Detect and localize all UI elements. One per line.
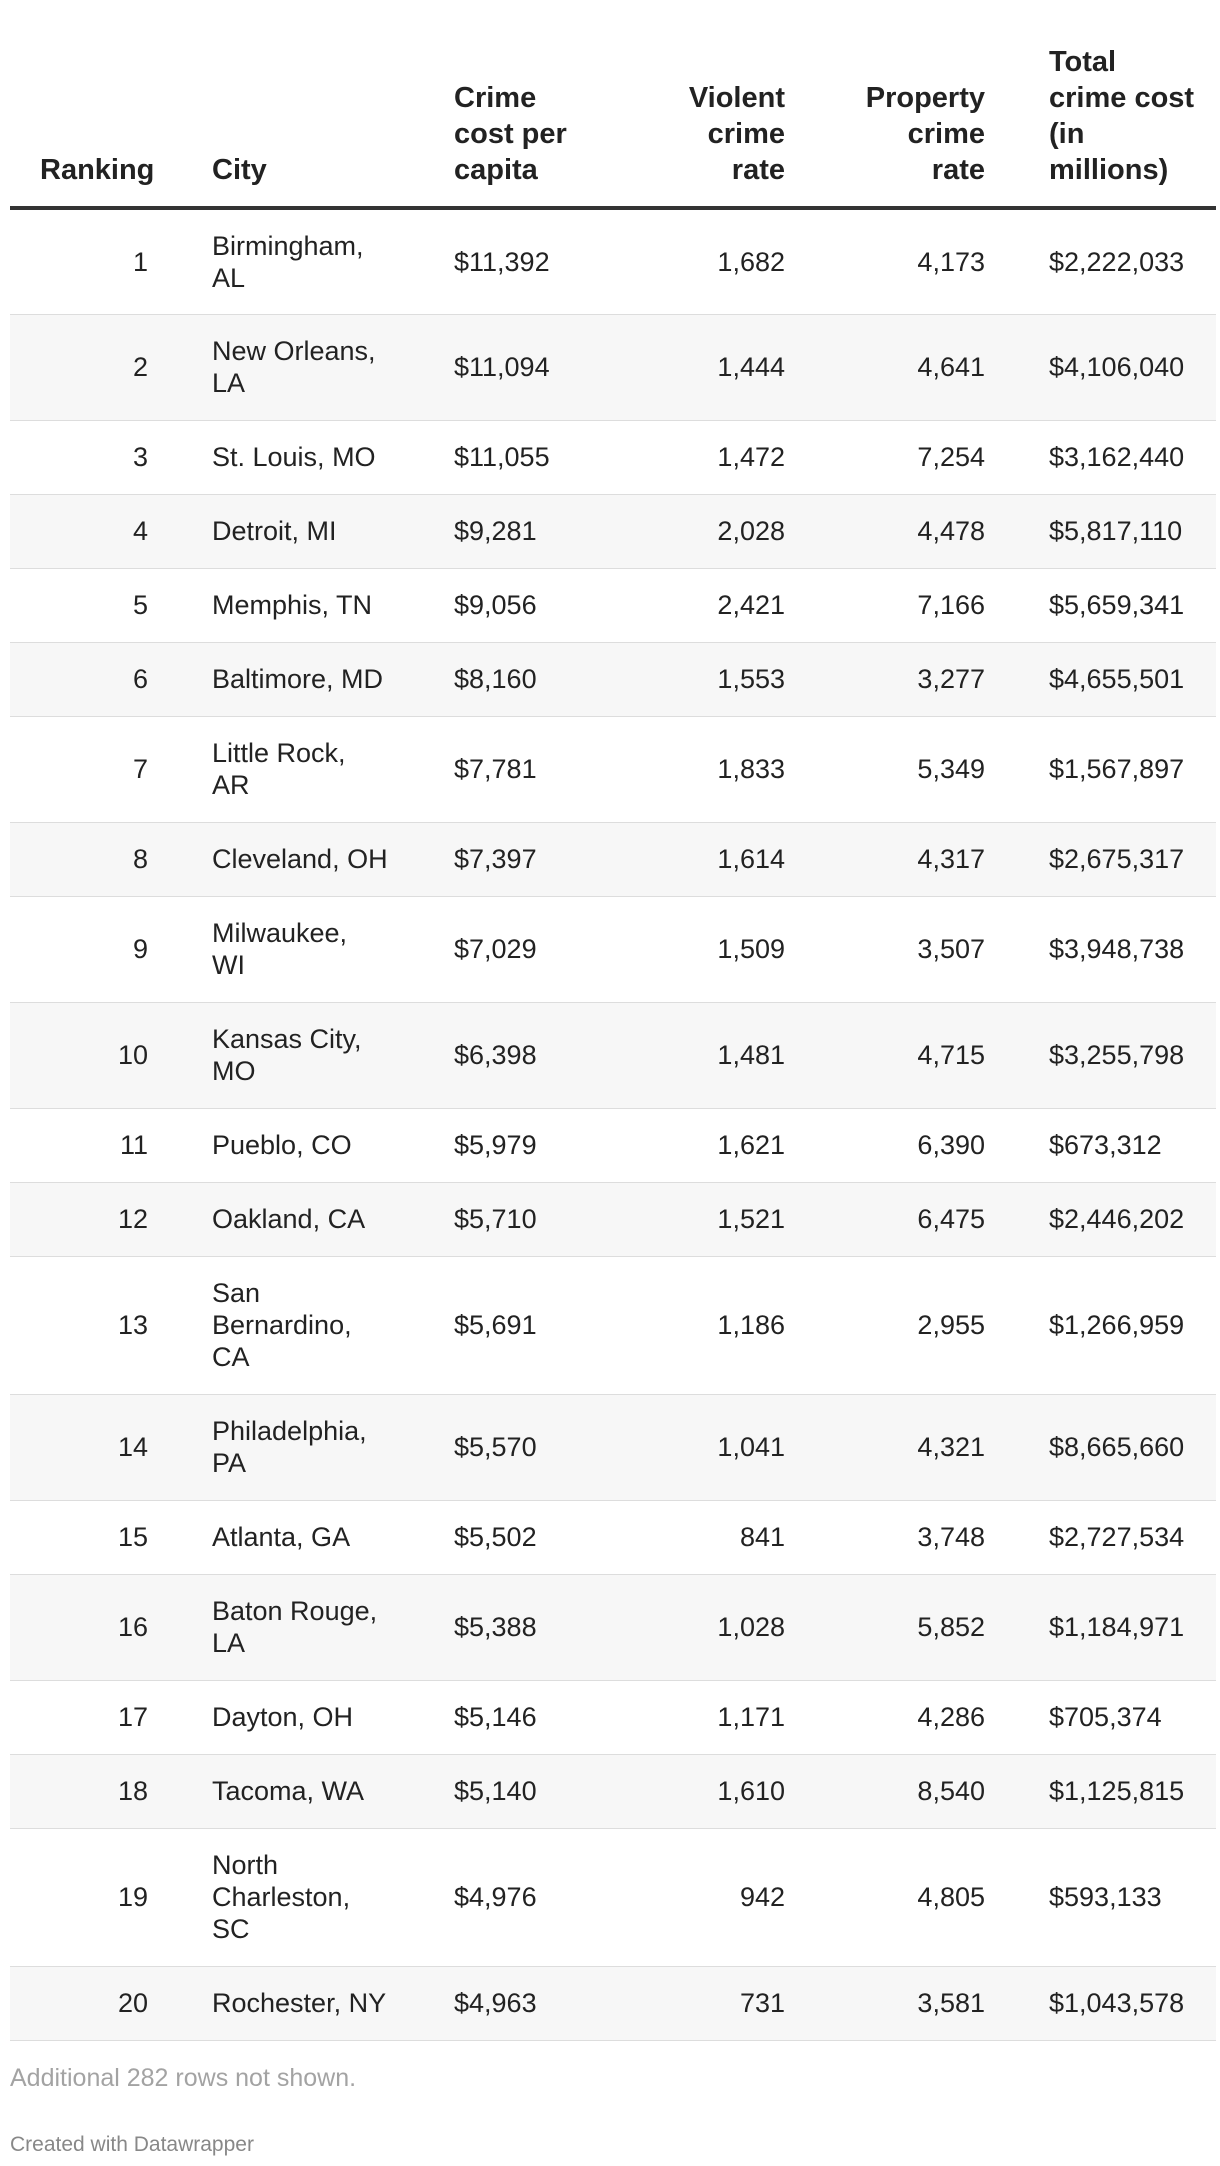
city-line: Pueblo, CO	[212, 1130, 352, 1160]
cell-rank: 10	[10, 1002, 204, 1108]
cell-total: $2,446,202	[1003, 1182, 1216, 1256]
cell-city	[204, 1680, 446, 1754]
cell-cost: $11,094	[446, 314, 638, 420]
cell-viol: 2,421	[638, 568, 803, 642]
cell-prop: 6,390	[803, 1108, 1003, 1182]
table-row	[10, 1108, 1216, 1182]
cell-total: $593,133	[1003, 1828, 1216, 1966]
cell-prop: 6,475	[803, 1182, 1003, 1256]
cell-viol: 1,610	[638, 1754, 803, 1828]
cell-rank: 4	[10, 494, 204, 568]
header-line: (in	[1049, 118, 1085, 150]
cell-city	[204, 896, 446, 1002]
cell-viol: 1,171	[638, 1680, 803, 1754]
crime-cost-table	[10, 0, 1216, 2041]
header-crime-cost-per-capita[interactable]	[446, 0, 638, 208]
city-line: Dayton, OH	[212, 1702, 354, 1732]
header-ranking[interactable]	[10, 0, 204, 208]
cell-prop: 4,641	[803, 314, 1003, 420]
cell-viol: 1,472	[638, 420, 803, 494]
cell-cost: $11,055	[446, 420, 638, 494]
cell-rank: 9	[10, 896, 204, 1002]
table-row	[10, 1182, 1216, 1256]
cell-total: $1,567,897	[1003, 716, 1216, 822]
cell-prop: 3,277	[803, 642, 1003, 716]
city-line: New Orleans,	[212, 336, 376, 366]
cell-city	[204, 314, 446, 420]
cell-rank: 7	[10, 716, 204, 822]
table-row	[10, 1500, 1216, 1574]
cell-viol: 1,682	[638, 208, 803, 314]
city-line: Philadelphia,	[212, 1416, 367, 1446]
cell-city	[204, 1394, 446, 1500]
cell-rank: 16	[10, 1574, 204, 1680]
cell-rank: 12	[10, 1182, 204, 1256]
city-line: Cleveland, OH	[212, 844, 388, 874]
city-line: Milwaukee,	[212, 918, 348, 948]
cell-rank: 2	[10, 314, 204, 420]
cell-total: $1,125,815	[1003, 1754, 1216, 1828]
cell-cost: $8,160	[446, 642, 638, 716]
cell-rank: 20	[10, 1966, 204, 2040]
cell-prop: 5,852	[803, 1574, 1003, 1680]
table-row	[10, 1256, 1216, 1394]
table-row	[10, 896, 1216, 1002]
city-line: AL	[212, 262, 246, 293]
header-line: Crime	[454, 82, 537, 114]
cell-prop: 4,317	[803, 822, 1003, 896]
header-line: capita	[454, 154, 538, 186]
cell-viol: 942	[638, 1828, 803, 1966]
cell-city	[204, 494, 446, 568]
cell-cost: $7,781	[446, 716, 638, 822]
cell-cost: $4,976	[446, 1828, 638, 1966]
cell-viol: 1,621	[638, 1108, 803, 1182]
rows-not-shown-note: Additional 282 rows not shown.	[10, 2064, 357, 2092]
cell-prop: 3,581	[803, 1966, 1003, 2040]
cell-total: $5,659,341	[1003, 568, 1216, 642]
cell-rank: 6	[10, 642, 204, 716]
cell-rank: 13	[10, 1256, 204, 1394]
cell-total: $8,665,660	[1003, 1394, 1216, 1500]
cell-viol: 1,481	[638, 1002, 803, 1108]
cell-viol: 2,028	[638, 494, 803, 568]
cell-cost: $5,146	[446, 1680, 638, 1754]
cell-viol: 1,041	[638, 1394, 803, 1500]
table-row	[10, 1680, 1216, 1754]
header-line: crime	[907, 118, 985, 150]
cell-prop: 5,349	[803, 716, 1003, 822]
header-property-crime-rate[interactable]	[803, 0, 1003, 208]
cell-prop: 4,321	[803, 1394, 1003, 1500]
table-row	[10, 494, 1216, 568]
cell-viol: 1,509	[638, 896, 803, 1002]
cell-total: $2,222,033	[1003, 208, 1216, 314]
city-line: Atlanta, GA	[212, 1522, 351, 1552]
header-line: Total	[1049, 46, 1117, 78]
city-line: Charleston,	[212, 1882, 351, 1912]
cell-total: $3,162,440	[1003, 420, 1216, 494]
cell-prop: 2,955	[803, 1256, 1003, 1394]
cell-viol: 1,833	[638, 716, 803, 822]
city-line: MO	[212, 1056, 256, 1086]
header-line: crime	[707, 118, 785, 150]
cell-prop: 4,286	[803, 1680, 1003, 1754]
cell-cost: $5,502	[446, 1500, 638, 1574]
table-row	[10, 1002, 1216, 1108]
cell-prop: 4,805	[803, 1828, 1003, 1966]
cell-rank: 15	[10, 1500, 204, 1574]
cell-viol: 731	[638, 1966, 803, 2040]
cell-viol: 1,521	[638, 1182, 803, 1256]
cell-cost: $5,710	[446, 1182, 638, 1256]
city-line: Rochester, NY	[212, 1988, 387, 2018]
table-row	[10, 1754, 1216, 1828]
cell-viol: 1,614	[638, 822, 803, 896]
city-line: North	[212, 1850, 279, 1880]
table-row	[10, 314, 1216, 420]
header-total-crime-cost[interactable]	[1003, 0, 1216, 208]
cell-rank: 18	[10, 1754, 204, 1828]
cell-rank: 19	[10, 1828, 204, 1966]
city-line: Little Rock,	[212, 738, 346, 768]
cell-cost: $5,140	[446, 1754, 638, 1828]
table-row	[10, 1966, 1216, 2040]
city-line: Memphis, TN	[212, 590, 373, 620]
data-table-container	[10, 0, 1216, 2041]
header-violent-crime-rate[interactable]	[638, 0, 803, 208]
cell-rank: 5	[10, 568, 204, 642]
cell-prop: 4,715	[803, 1002, 1003, 1108]
cell-rank: 17	[10, 1680, 204, 1754]
cell-rank: 3	[10, 420, 204, 494]
city-line: Baltimore, MD	[212, 664, 384, 694]
cell-cost: $7,029	[446, 896, 638, 1002]
cell-prop: 3,748	[803, 1500, 1003, 1574]
city-line: SC	[212, 1914, 250, 1944]
table-header	[10, 0, 1216, 208]
table-row	[10, 642, 1216, 716]
header-row	[10, 0, 1216, 208]
cell-total: $4,106,040	[1003, 314, 1216, 420]
cell-total: $2,727,534	[1003, 1500, 1216, 1574]
cell-cost: $9,281	[446, 494, 638, 568]
header-line: City	[212, 154, 267, 186]
cell-cost: $11,392	[446, 208, 638, 314]
cell-total: $1,266,959	[1003, 1256, 1216, 1394]
city-line: LA	[212, 1628, 246, 1658]
table-row	[10, 1394, 1216, 1500]
cell-prop: 3,507	[803, 896, 1003, 1002]
table-row	[10, 1828, 1216, 1966]
city-line: Baton Rouge,	[212, 1596, 378, 1626]
cell-city	[204, 1182, 446, 1256]
cell-total: $4,655,501	[1003, 642, 1216, 716]
cell-city	[204, 1108, 446, 1182]
cell-prop: 8,540	[803, 1754, 1003, 1828]
cell-cost: $6,398	[446, 1002, 638, 1108]
cell-cost: $9,056	[446, 568, 638, 642]
header-line: crime cost	[1049, 82, 1195, 114]
cell-prop: 4,173	[803, 208, 1003, 314]
cell-viol: 1,186	[638, 1256, 803, 1394]
cell-city	[204, 822, 446, 896]
cell-viol: 1,028	[638, 1574, 803, 1680]
city-line: St. Louis, MO	[212, 442, 376, 472]
header-line: Property	[865, 82, 985, 114]
cell-viol: 1,444	[638, 314, 803, 420]
header-line: cost per	[454, 118, 567, 150]
header-line: rate	[931, 154, 985, 186]
city-line: Tacoma, WA	[212, 1776, 365, 1806]
cell-viol: 1,553	[638, 642, 803, 716]
cell-city	[204, 1574, 446, 1680]
cell-total: $1,043,578	[1003, 1966, 1216, 2040]
header-line: Violent	[688, 82, 785, 114]
cell-total: $1,184,971	[1003, 1574, 1216, 1680]
cell-city	[204, 642, 446, 716]
city-line: Birmingham,	[212, 230, 364, 261]
cell-prop: 4,478	[803, 494, 1003, 568]
city-line: AR	[212, 770, 250, 800]
cell-city	[204, 1966, 446, 2040]
cell-cost: $5,388	[446, 1574, 638, 1680]
cell-cost: $4,963	[446, 1966, 638, 2040]
cell-total: $2,675,317	[1003, 822, 1216, 896]
city-line: PA	[212, 1448, 247, 1478]
table-row	[10, 208, 1216, 314]
cell-city	[204, 716, 446, 822]
cell-city	[204, 1828, 446, 1966]
city-line: Kansas City,	[212, 1024, 362, 1054]
cell-prop: 7,254	[803, 420, 1003, 494]
table-row	[10, 1574, 1216, 1680]
city-line: Detroit, MI	[212, 516, 337, 546]
cell-city	[204, 1500, 446, 1574]
city-line: LA	[212, 368, 246, 398]
header-city[interactable]	[204, 0, 446, 208]
cell-viol: 841	[638, 1500, 803, 1574]
cell-cost: $5,570	[446, 1394, 638, 1500]
cell-cost: $7,397	[446, 822, 638, 896]
cell-rank: 14	[10, 1394, 204, 1500]
cell-prop: 7,166	[803, 568, 1003, 642]
table-row	[10, 568, 1216, 642]
cell-cost: $5,979	[446, 1108, 638, 1182]
header-line: Ranking	[40, 154, 155, 186]
table-row	[10, 716, 1216, 822]
cell-total: $5,817,110	[1003, 494, 1216, 568]
cell-cost: $5,691	[446, 1256, 638, 1394]
city-line: Bernardino,	[212, 1310, 352, 1340]
cell-rank: 11	[10, 1108, 204, 1182]
table-body	[10, 208, 1216, 2040]
cell-total: $705,374	[1003, 1680, 1216, 1754]
cell-city	[204, 1002, 446, 1108]
datawrapper-credit[interactable]: Created with Datawrapper	[10, 2133, 254, 2156]
cell-city	[204, 568, 446, 642]
cell-rank: 1	[10, 208, 204, 314]
table-row	[10, 420, 1216, 494]
city-line: WI	[212, 950, 245, 980]
cell-city	[204, 208, 446, 314]
city-line: Oakland, CA	[212, 1204, 366, 1234]
table-row	[10, 822, 1216, 896]
cell-total: $673,312	[1003, 1108, 1216, 1182]
cell-total: $3,255,798	[1003, 1002, 1216, 1108]
header-line: millions)	[1049, 154, 1169, 186]
city-line: CA	[212, 1342, 250, 1372]
cell-city	[204, 420, 446, 494]
header-line: rate	[731, 154, 785, 186]
city-line: San	[212, 1278, 261, 1308]
cell-city	[204, 1754, 446, 1828]
cell-total: $3,948,738	[1003, 896, 1216, 1002]
cell-city	[204, 1256, 446, 1394]
cell-rank: 8	[10, 822, 204, 896]
